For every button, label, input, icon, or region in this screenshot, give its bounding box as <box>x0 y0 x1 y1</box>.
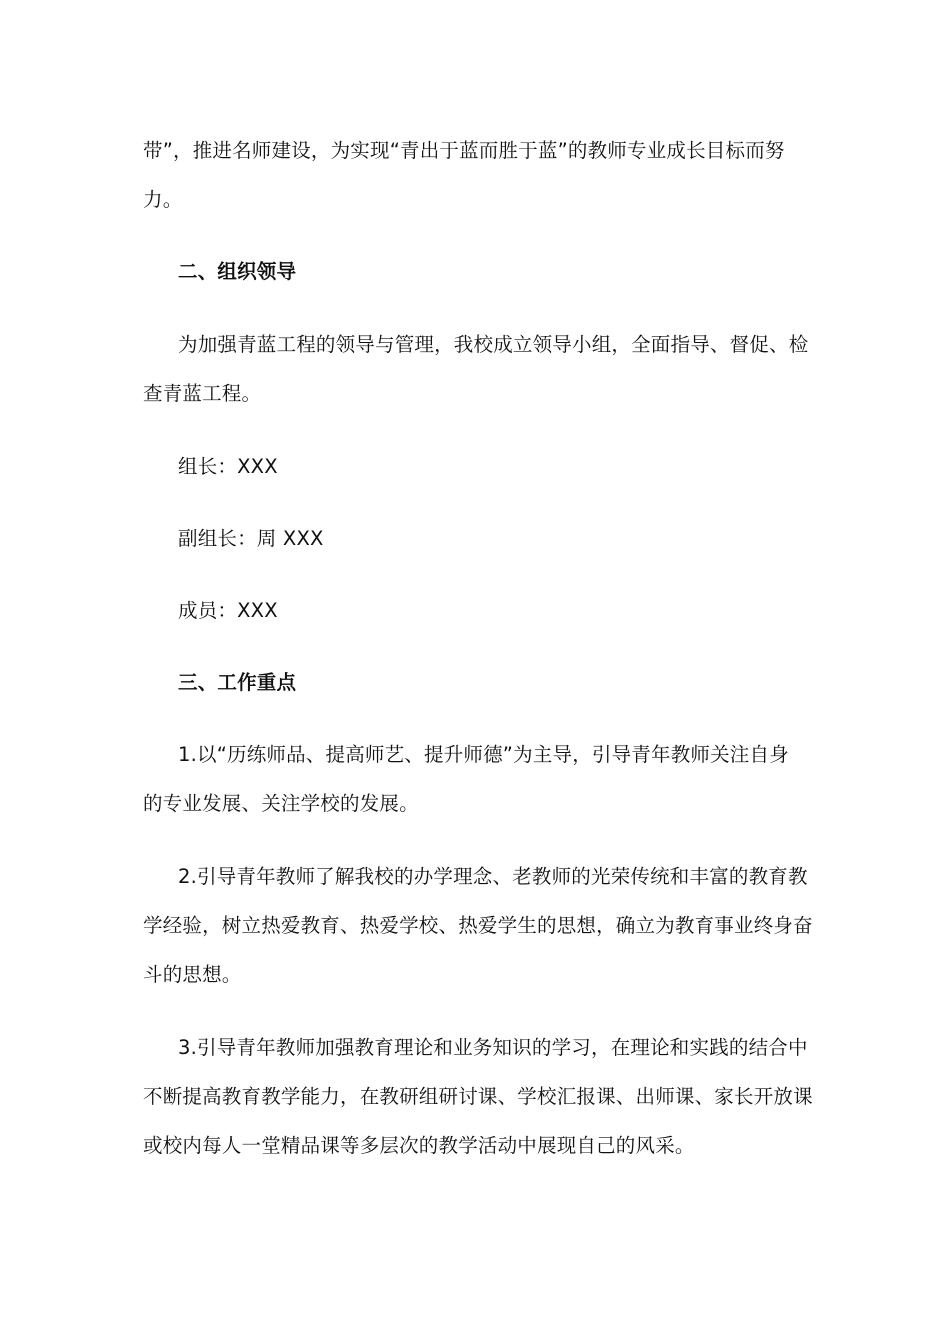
work-item-2-line-3: 斗的思想。 <box>143 963 242 986</box>
deputy-leader-line: 副组长：周 XXX <box>178 527 324 550</box>
work-item-1-line-2: 的专业发展、关注学校的发展。 <box>143 792 419 815</box>
organization-paragraph-line-2: 查青蓝工程。 <box>143 382 262 405</box>
leader-line: 组长：XXX <box>178 455 278 478</box>
work-item-3-line-1: 3.引导青年教师加强教育理论和业务知识的学习，在理论和实践的结合中 <box>178 1036 808 1059</box>
work-item-1-line-1: 1.以“历练师品、提高师艺、提升师德”为主导，引导青年教师关注自身 <box>178 743 789 766</box>
intro-line-2: 力。 <box>143 188 183 211</box>
work-item-2-line-2: 学经验，树立热爱教育、热爱学校、热爱学生的思想，确立为教育事业终身奋 <box>143 914 813 937</box>
intro-line-1: 带”，推进名师建设，为实现“青出于蓝而胜于蓝”的教师专业成长目标而努 <box>143 139 785 162</box>
work-item-3-line-2: 不断提高教育教学能力，在教研组研讨课、学校汇报课、出师课、家长开放课 <box>143 1085 813 1108</box>
work-item-3-line-3: 或校内每人一堂精品课等多层次的教学活动中展现自己的风采。 <box>143 1134 695 1157</box>
organization-paragraph-line-1: 为加强青蓝工程的领导与管理，我校成立领导小组，全面指导、督促、检 <box>178 333 809 356</box>
work-item-2-line-1: 2.引导青年教师了解我校的办学理念、老教师的光荣传统和丰富的教育教 <box>178 865 808 888</box>
members-line: 成员：XXX <box>178 599 278 622</box>
section-heading-work-focus: 三、工作重点 <box>178 671 297 694</box>
section-heading-organization: 二、组织领导 <box>178 260 297 283</box>
